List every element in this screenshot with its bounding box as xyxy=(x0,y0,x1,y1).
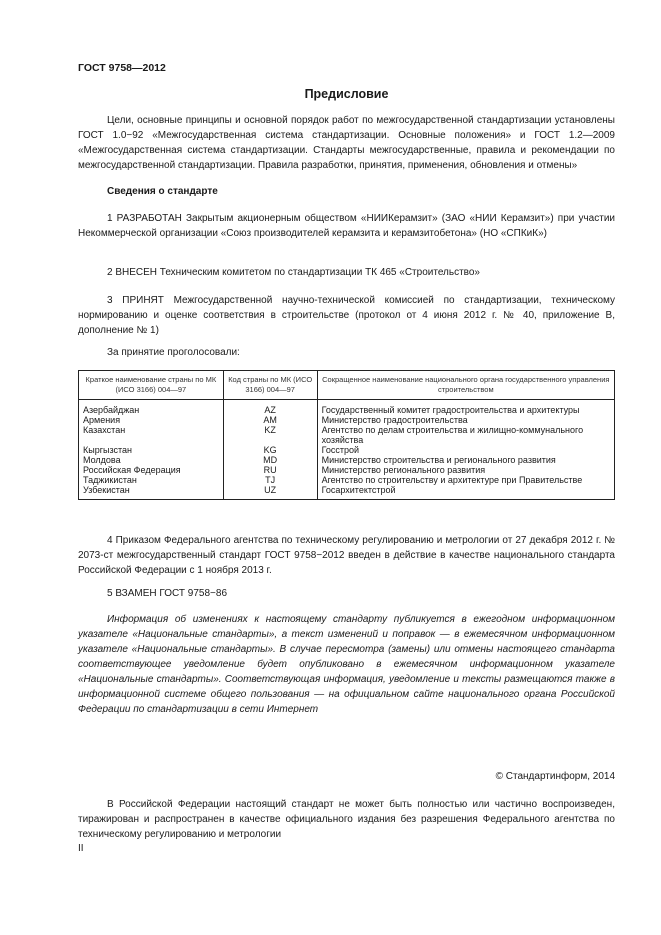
authority-cell: Государственный комитет градостроительства и архитектуры xyxy=(317,400,614,416)
code-cell: KZ xyxy=(223,425,317,445)
document-code: ГОСТ 9758—2012 xyxy=(78,62,166,74)
table-row xyxy=(79,445,615,455)
reproduction-notice: В Российской Федерации настоящий стандарт не может быть полностью или частично воспроизведен, тиражирован и распространен в качестве официального издания без разрешения Федерального агентства по техническому регулированию и метрологии xyxy=(78,799,615,840)
country-cell: Кыргызстан xyxy=(79,445,224,455)
copyright: © Стандартинформ, 2014 xyxy=(495,771,615,782)
code-cell: UZ xyxy=(223,485,317,500)
code-cell: AM xyxy=(223,415,317,425)
authority-cell: Министерство строительства и регионального развития xyxy=(317,455,614,465)
authority-cell: Министерство регионального развития xyxy=(317,465,614,475)
table-header-authority: Сокращенное наименование национального органа государственного управления строительством xyxy=(317,371,614,400)
code-cell: MD xyxy=(223,455,317,465)
country-cell: Узбекистан xyxy=(79,485,224,500)
table-row xyxy=(79,475,615,485)
code-cell: KG xyxy=(223,445,317,455)
authority-cell: Министерство градостроительства xyxy=(317,415,614,425)
table-header-row xyxy=(79,371,615,400)
table-row xyxy=(79,415,615,425)
code-cell: TJ xyxy=(223,475,317,485)
item-enacted: 4 Приказом Федерального агентства по техническому регулированию и метрологии от 27 декабря 2012 г. № 2073-ст межгосударственный стандарт ГОСТ 9758−2012 введен в действие в качестве национального стандарта Российской Федерации с 1 ноября 2013 г. xyxy=(78,535,615,576)
country-cell: Казахстан xyxy=(79,425,224,445)
table-row xyxy=(79,455,615,465)
country-cell: Российская Федерация xyxy=(79,465,224,475)
item-adopted: 3 ПРИНЯТ Межгосударственной научно-технической комиссией по стандартизации, техническому нормированию и оценке соответствия в строительстве (протокол от 4 июня 2012 г. № 40, приложение В, дополнение № 1) xyxy=(78,295,615,336)
info-notice: Информация об изменениях к настоящему стандарту публикуется в ежегодном информационном указателе «Национальные стандарты», а текст изменений и поправок — в ежемесячном информационном указателе «Национальные стандарты». В случае пересмотра (замены) или отмены настоящего стандарта соответствующее уведомление будет опубликовано в ежемесячном информационном указателе «Национальные стандарты». Соответствующая информация, уведомление и тексты размещаются также в информационной системе общего пользования — на официальном сайте национального органа Российской Федерации по стандартизации в сети Интернет xyxy=(78,614,615,715)
table-row xyxy=(79,465,615,475)
table-header-code: Код страны по МК (ИСО 3166) 004—97 xyxy=(223,371,317,400)
table-row xyxy=(79,425,615,445)
authority-cell: Госстрой xyxy=(317,445,614,455)
code-cell: AZ xyxy=(223,400,317,416)
table-header-country: Краткое наименование страны по МК (ИСО 3166) 004—97 xyxy=(79,371,224,400)
country-cell: Молдова xyxy=(79,455,224,465)
code-cell: RU xyxy=(223,465,317,475)
page-number: II xyxy=(78,843,84,854)
country-cell: Таджикистан xyxy=(79,475,224,485)
intro-paragraph: Цели, основные принципы и основной порядок работ по межгосударственной стандартизации установлены ГОСТ 1.0−92 «Межгосударственная система стандартизации. Основные положения» и ГОСТ 1.2—2009 «Межгосударственная система стандартизации. Стандарты межгосударственные, правила и рекомендации по межгосударственной стандартизации. Правила разработки, принятия, применения, обновления и отмены» xyxy=(78,115,615,171)
page-title: Предисловие xyxy=(304,87,389,101)
voting-countries-table xyxy=(78,370,615,500)
authority-cell: Агентство по строительству и архитектуре при Правительстве xyxy=(317,475,614,485)
country-cell: Азербайджан xyxy=(79,400,224,416)
table-row xyxy=(79,485,615,500)
item-replaces: 5 ВЗАМЕН ГОСТ 9758−86 xyxy=(107,588,228,599)
authority-cell: Агентство по делам строительства и жилищно-коммунального хозяйства xyxy=(317,425,614,445)
authority-cell: Госархитектстрой xyxy=(317,485,614,500)
country-cell: Армения xyxy=(79,415,224,425)
section-heading: Сведения о стандарте xyxy=(107,186,218,197)
item-voted: За принятие проголосовали: xyxy=(107,347,240,358)
item-developed: 1 РАЗРАБОТАН Закрытым акционерным обществом «НИИКерамзит» (ЗАО «НИИ Керамзит») при участии Некоммерческой организации «Союз производителей керамзита и керамзитобетона» (НО «СПКиК») xyxy=(78,213,615,239)
table-row xyxy=(79,400,615,416)
item-introduced: 2 ВНЕСЕН Техническим комитетом по стандартизации ТК 465 «Строительство» xyxy=(107,267,480,278)
